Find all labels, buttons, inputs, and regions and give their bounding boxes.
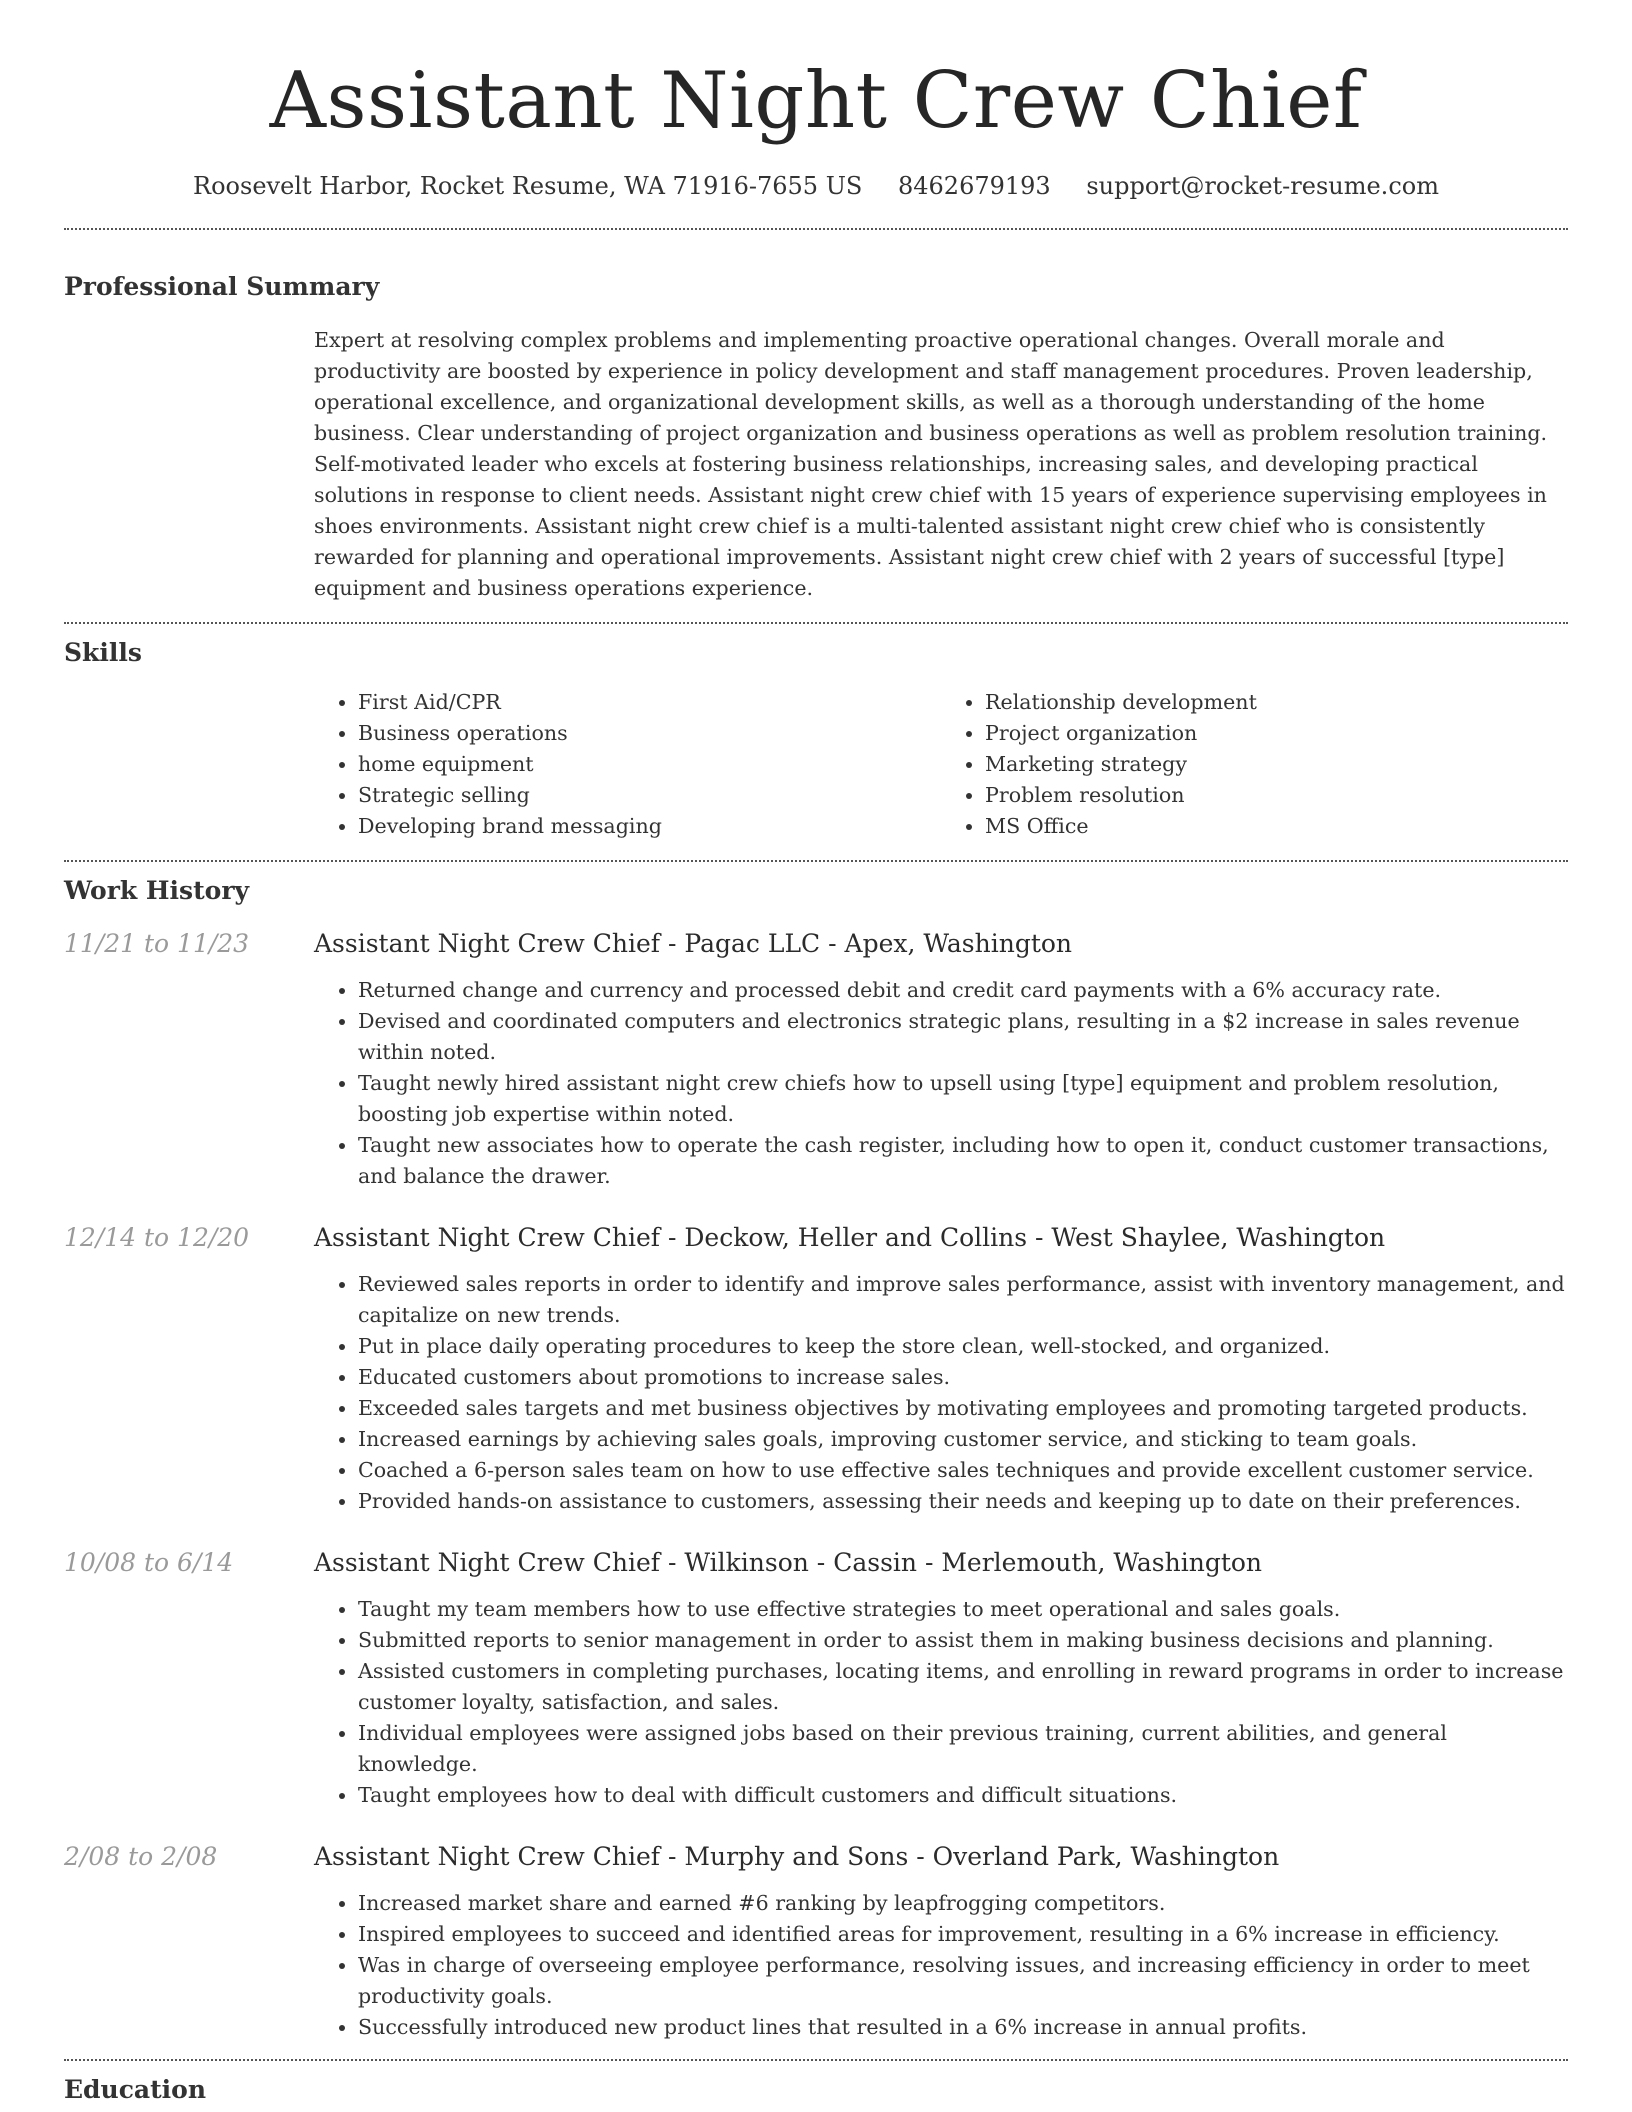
work-divider <box>64 2059 1568 2061</box>
job-bullet: • Assisted customers in completing purchases, locating items, and enrolling in reward programs in order to increase customer loyalty, satisfaction, and sales. <box>358 1656 1568 1718</box>
job-header <box>64 1221 1568 1255</box>
contact-email[interactable]: support@rocket-resume.com <box>1086 172 1439 200</box>
skills-divider <box>64 860 1568 862</box>
job-header <box>64 1546 1568 1580</box>
job-bullets <box>314 1888 1568 2043</box>
job-bullet: • Taught my team members how to use effective strategies to meet operational and sales goals. <box>358 1594 1568 1625</box>
job-bullet: • Provided hands-on assistance to customers, assessing their needs and keeping up to date on their preferences. <box>358 1486 1568 1517</box>
job-bullets <box>314 1594 1568 1811</box>
job-bullet: • Devised and coordinated computers and electronics strategic plans, resulting in a $2 increase in sales revenue within noted. <box>358 1006 1568 1068</box>
skill-item: • Relationship development <box>985 687 1568 718</box>
summary-text: Expert at resolving complex problems and implementing proactive operational changes. Overall morale and productivity are boosted by experience in policy development and staff management procedures. Proven leadership, operational excellence, and organizational development skills, as well as a thorough understanding of the home business. Clear understanding of project organization and business operations as well as problem resolution training. Self-motivated leader who excels at fostering business relationships, increasing sales, and developing practical solutions in response to client needs. Assistant night crew chief with 15 years of experience supervising employees in shoes environments. Assistant night crew chief is a multi-talented assistant night crew chief who is consistently rewarded for planning and operational improvements. Assistant night crew chief with 2 years of successful [type] equipment and business operations experience. <box>314 328 1548 600</box>
contact-address: Roosevelt Harbor, Rocket Resume, WA 71916-7655 US <box>193 172 863 200</box>
job-bullet: • Successfully introduced new product lines that resulted in a 6% increase in annual profits. <box>358 2012 1568 2043</box>
skill-item: • Business operations <box>358 718 941 749</box>
skills-list <box>314 687 1568 842</box>
job-entry <box>64 1221 1568 1517</box>
contact-phone: 8462679193 <box>898 172 1051 200</box>
job-bullet: • Increased market share and earned #6 ranking by leapfrogging competitors. <box>358 1888 1568 1919</box>
job-dates: 2/08 to 2/08 <box>64 1842 218 1871</box>
job-bullets <box>314 975 1568 1192</box>
job-bullet: • Taught employees how to deal with difficult customers and difficult situations. <box>358 1780 1568 1811</box>
job-dates: 11/21 to 11/23 <box>64 929 250 958</box>
skills-heading: Skills <box>64 638 142 667</box>
education-heading: Education <box>64 2075 207 2104</box>
job-title: Assistant Night Crew Chief - Wilkinson - Cassin - Merlemouth, Washington <box>314 1548 1263 1577</box>
header-divider <box>64 228 1568 230</box>
job-bullet: • Was in charge of overseeing employee performance, resolving issues, and increasing efficiency in order to meet productivity goals. <box>358 1950 1568 2012</box>
skills-column-left <box>314 687 941 842</box>
job-header <box>64 927 1568 961</box>
skill-item: • MS Office <box>985 811 1568 842</box>
skill-item: • Project organization <box>985 718 1568 749</box>
job-bullets <box>314 1269 1568 1517</box>
job-bullet: • Individual employees were assigned jobs based on their previous training, current abilities, and general knowledge. <box>358 1718 1568 1780</box>
job-title: Assistant Night Crew Chief - Pagac LLC - Apex, Washington <box>314 929 1073 958</box>
job-title: Assistant Night Crew Chief - Murphy and Sons - Overland Park, Washington <box>314 1842 1280 1871</box>
skill-item: • Marketing strategy <box>985 749 1568 780</box>
job-bullet: • Put in place daily operating procedures to keep the store clean, well-stocked, and organized. <box>358 1331 1568 1362</box>
job-bullet: • Taught newly hired assistant night crew chiefs how to upsell using [type] equipment and problem resolution, boosting job expertise within noted. <box>358 1068 1568 1130</box>
job-bullet: • Reviewed sales reports in order to identify and improve sales performance, assist with inventory management, and capitalize on new trends. <box>358 1269 1568 1331</box>
job-bullet: • Increased earnings by achieving sales goals, improving customer service, and sticking to team goals. <box>358 1424 1568 1455</box>
job-bullet: • Inspired employees to succeed and identified areas for improvement, resulting in a 6% increase in efficiency. <box>358 1919 1568 1950</box>
job-header <box>64 1840 1568 1874</box>
job-dates: 10/08 to 6/14 <box>64 1548 234 1577</box>
job-bullet: • Submitted reports to senior management in order to assist them in making business decisions and planning. <box>358 1625 1568 1656</box>
candidate-name: Assistant Night Crew Chief <box>269 56 1363 146</box>
contact-line <box>64 170 1568 202</box>
job-title: Assistant Night Crew Chief - Deckow, Heller and Collins - West Shaylee, Washington <box>314 1223 1386 1252</box>
skill-item: • Problem resolution <box>985 780 1568 811</box>
skill-item: • Strategic selling <box>358 780 941 811</box>
job-bullet: • Taught new associates how to operate the cash register, including how to open it, conduct customer transactions, and balance the drawer. <box>358 1130 1568 1192</box>
job-entry <box>64 1840 1568 2043</box>
job-entry <box>64 927 1568 1192</box>
skills-column-right <box>941 687 1568 842</box>
skill-item: • Developing brand messaging <box>358 811 941 842</box>
job-bullet: • Educated customers about promotions to increase sales. <box>358 1362 1568 1393</box>
job-entry <box>64 1546 1568 1811</box>
skill-item: • First Aid/CPR <box>358 687 941 718</box>
summary-divider <box>64 622 1568 624</box>
job-dates: 12/14 to 12/20 <box>64 1223 250 1252</box>
job-bullet: • Coached a 6-person sales team on how to use effective sales techniques and provide excellent customer service. <box>358 1455 1568 1486</box>
job-bullet: • Exceeded sales targets and met business objectives by motivating employees and promoting targeted products. <box>358 1393 1568 1424</box>
work-history-heading: Work History <box>64 876 250 905</box>
skill-item: • home equipment <box>358 749 941 780</box>
resume-page <box>64 0 1568 2107</box>
summary-heading: Professional Summary <box>64 272 380 301</box>
job-bullet: • Returned change and currency and processed debit and credit card payments with a 6% accuracy rate. <box>358 975 1568 1006</box>
